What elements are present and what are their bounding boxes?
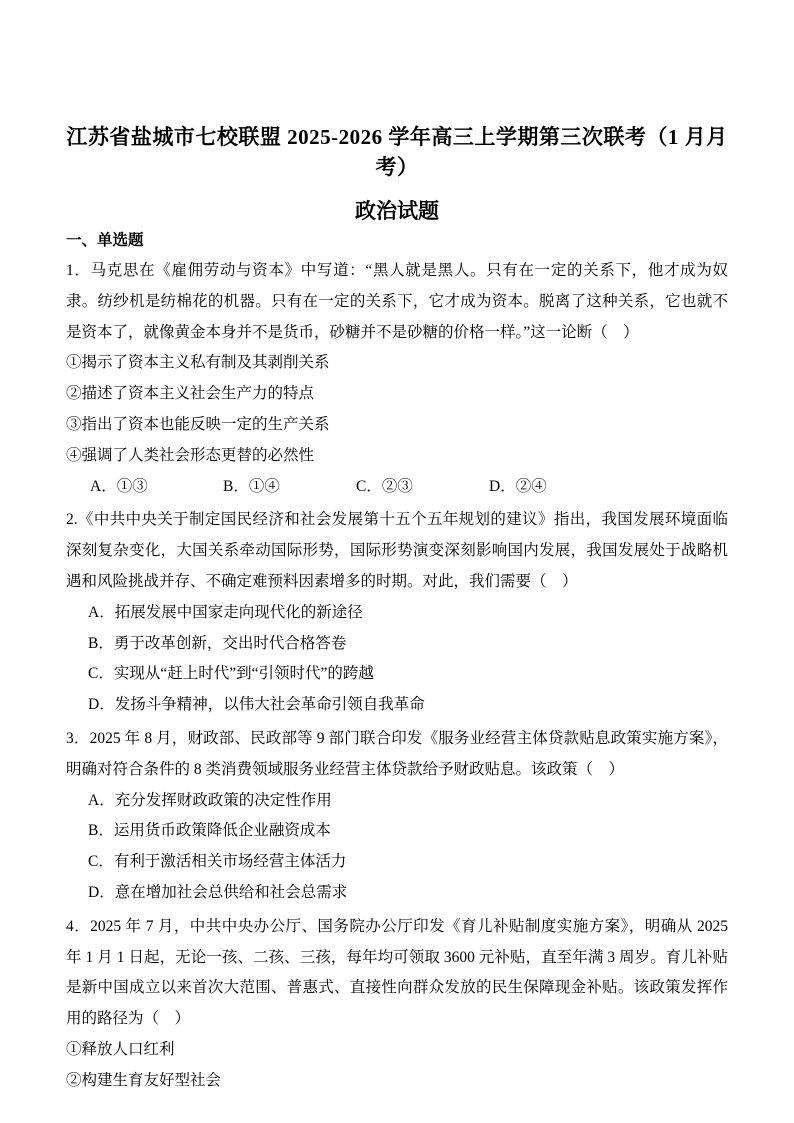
question-2 [66, 505, 728, 721]
question-2-choice-a: A．拓展发展中国家走向现代化的新途径 [88, 603, 363, 621]
question-1-statement-3: ③指出了资本也能反映一定的生产关系 [66, 415, 330, 433]
question-4-statement-2: ②构建生育友好型社会 [66, 1071, 222, 1089]
question-1-choice-row [66, 472, 728, 503]
question-3-stem: 3．2025 年 8 月，财政部、民政部等 9 部门联合印发《服务业经营主体贷款贴息政策实施方案》，明确对符合条件的 8 类消费领域服务业经营主体贷款给予财政贴息。该政策（ ） [66, 729, 728, 778]
question-4-statement-1: ①释放人口红利 [66, 1040, 175, 1058]
question-4 [66, 912, 728, 1097]
document-title: 江苏省盐城市七校联盟 2025-2026 学年高三上学期第三次联考（1 月月考） [66, 125, 728, 179]
question-4-stem: 4．2025 年 7 月，中共中央办公厅、国务院办公厅印发《育儿补贴制度实施方案》，明确从 2025 年 1 月 1 日起，无论一孩、二孩、三孩，每年均可领取 3600 元补贴，直至年满 3 周岁。育儿补贴是新中国成立以来首次大范围、普惠式、直接性向群众发放的民生保障现金补贴。该政策发挥作用的路径为（ ） [66, 917, 728, 1028]
question-1-choice-b: B．①④ [223, 477, 280, 495]
question-2-choice-d: D．发扬斗争精神，以伟大社会革命引领自我革命 [88, 696, 425, 714]
question-3 [66, 724, 728, 909]
document-body [66, 229, 728, 1097]
document-subtitle: 政治试题 [355, 199, 439, 223]
question-1-choice-d: D．②④ [489, 477, 547, 495]
question-3-choice-b: B．运用货币政策降低企业融资成本 [88, 822, 331, 840]
question-3-choice-c: C．有利于激活相关市场经营主体活力 [88, 853, 347, 871]
question-3-choice-d: D．意在增加社会总供给和社会总需求 [88, 883, 348, 901]
question-1-statement-1: ①揭示了资本主义私有制及其剥削关系 [66, 354, 330, 372]
question-1-stem: 1．马克思在《雇佣劳动与资本》中写道：“黑人就是黑人。只有在一定的关系下，他才成为奴隶。纺纱机是纺棉花的机器。只有在一定的关系下，它才成为资本。脱离了这种关系，它也就不是资本了，就像黄金本身并不是货币，砂糖并不是砂糖的价格一样。”这一论断（ ） [66, 262, 728, 341]
question-1 [66, 256, 728, 502]
question-2-choice-c: C．实现从“赶上时代”到“引领时代”的跨越 [88, 665, 374, 683]
question-1-statement-2: ②描述了资本主义社会生产力的特点 [66, 385, 315, 403]
question-1-choice-a: A．①③ [90, 477, 148, 495]
section-heading: 一、单选题 [66, 232, 144, 249]
question-1-choice-c: C．②③ [356, 477, 413, 495]
question-1-statement-4: ④强调了人类社会形态更替的必然性 [66, 446, 315, 464]
question-3-choice-a: A．充分发挥财政政策的决定性作用 [88, 791, 332, 809]
question-2-stem: 2.《中共中央关于制定国民经济和社会发展第十五个五年规划的建议》指出，我国发展环境面临深刻复杂变化，大国关系牵动国际形势，国际形势演变深刻影响国内发展，我国发展处于战略机遇和风险挑战并存、不确定难预料因素增多的时期。对此，我们需要（ ） [66, 511, 728, 590]
question-2-choice-b: B．勇于改革创新，交出时代合格答卷 [88, 634, 347, 652]
